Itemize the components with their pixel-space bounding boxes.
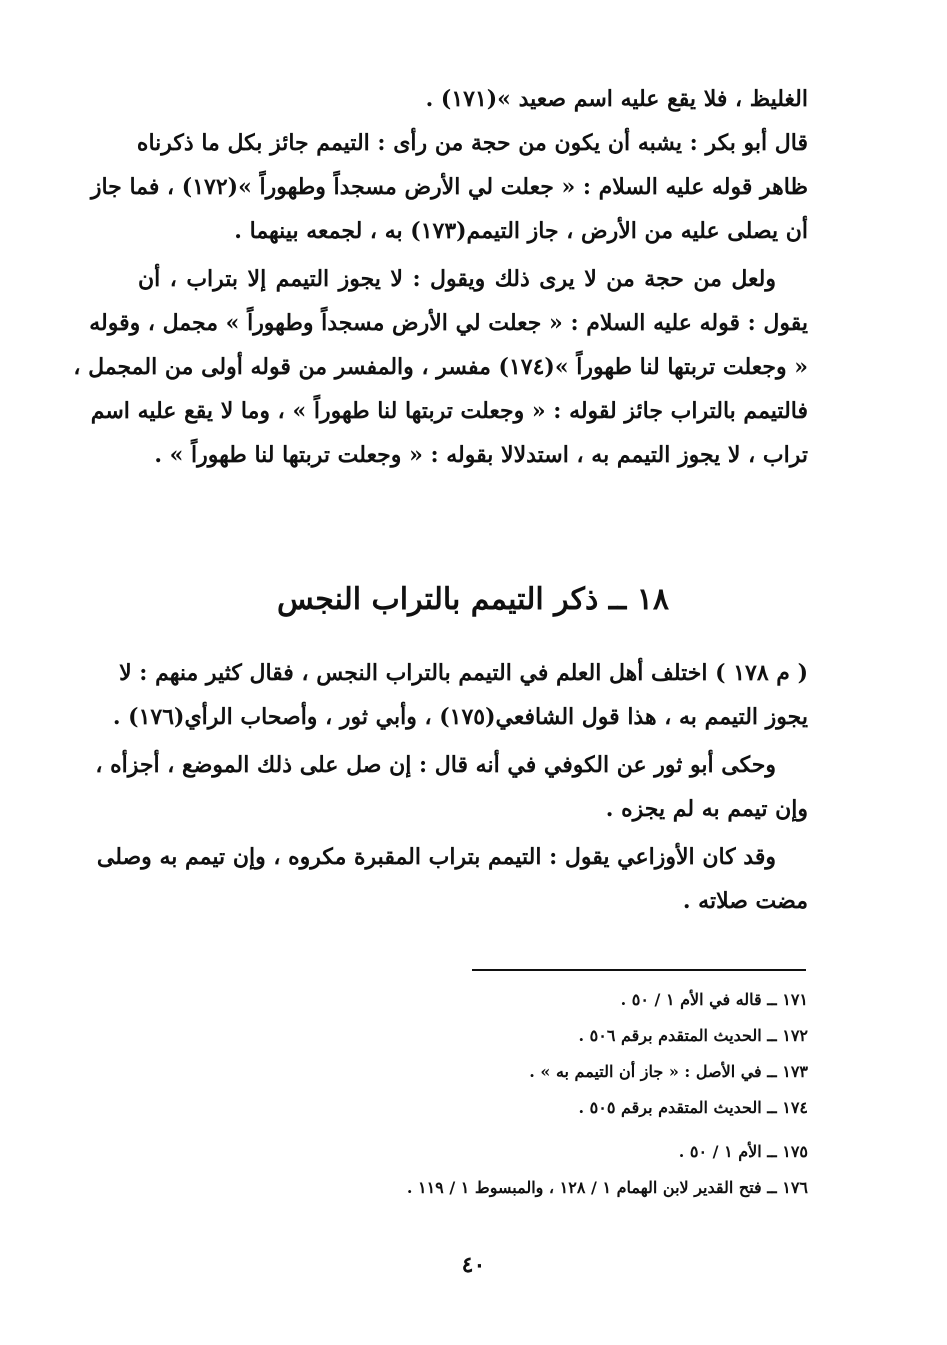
text-line: « وجعلت تربتها لنا طهوراً »(١٧٤) مفسر ، والمفسر من قوله أولى من المجمل ، [73,354,808,380]
text-line: فالتيمم بالتراب جائز لقوله : « وجعلت تربتها لنا طهوراً » ، وما لا يقع عليه اسم [90,398,808,424]
text-line: مضت صلاته . [682,888,808,914]
footnote-separator [472,969,806,971]
text-line: وحكى أبو ثور عن الكوفي في أنه قال : إن صل على ذلك الموضع ، أجزأه ، [95,752,776,778]
page-number: ٤٠ [461,1252,486,1278]
text-line: تراب ، لا يجوز التيمم به ، استدلالا بقوله : « وجعلت تربتها لنا طهوراً » . [154,442,808,468]
text-line: وإن تيمم به لم يجزه . [605,796,808,822]
footnote: ١٧٢ ــ الحديث المتقدم برقم ٥٠٦ . [578,1026,808,1045]
text-line: ظاهر قوله عليه السلام : « جعلت لي الأرض مسجداً وطهوراً »(١٧٢) ، فما جاز [90,174,808,200]
section-text [95,660,808,930]
text-line: وقد كان الأوزاعي يقول : التيمم بتراب المقبرة مكروه ، وإن تيمم به وصلى [96,844,776,870]
footnote: ١٧٤ ــ الحديث المتقدم برقم ٥٠٥ . [578,1098,808,1117]
footnotes [138,990,808,1220]
footnote: ١٧٦ ــ فتح القدير لابن الهمام ١ / ١٢٨ ، والمبسوط ١ / ١١٩ . [406,1178,808,1197]
text-line: أن يصلى عليه من الأرض ، جاز التيمم(١٧٣) به ، لجمعه بينهما . [234,218,808,244]
footnote: ١٧٥ ــ الأم ١ / ٥٠ . [678,1142,808,1161]
body-text [73,86,808,486]
footnote: ١٧٣ ــ في الأصل : « جاز أن التيمم به » . [529,1062,808,1081]
footnote: ١٧١ ــ قاله في الأم ١ / ٥٠ . [620,990,808,1009]
text-line: ولعل من حجة من لا يرى ذلك ويقول : لا يجوز التيمم إلا بتراب ، أن [138,266,776,292]
text-line: يقول : قوله عليه السلام : « جعلت لي الأرض مسجداً وطهوراً » مجمل ، وقوله [89,310,808,336]
text-line: قال أبو بكر : يشبه أن يكون من حجة من رأى : التيمم جائز بكل ما ذكرناه [136,130,808,156]
text-line: ( م ١٧٨ ) اختلف أهل العلم في التيمم بالتراب النجس ، فقال كثير منهم : لا [119,660,808,686]
text-line: الغليظ ، فلا يقع عليه اسم صعيد »(١٧١) . [425,86,808,112]
section-heading: ١٨ ــ ذكر التيمم بالتراب النجس [276,582,670,617]
text-line: يجوز التيمم به ، هذا قول الشافعي(١٧٥) ، وأبي ثور ، وأصحاب الرأي(١٧٦) . [112,704,808,730]
